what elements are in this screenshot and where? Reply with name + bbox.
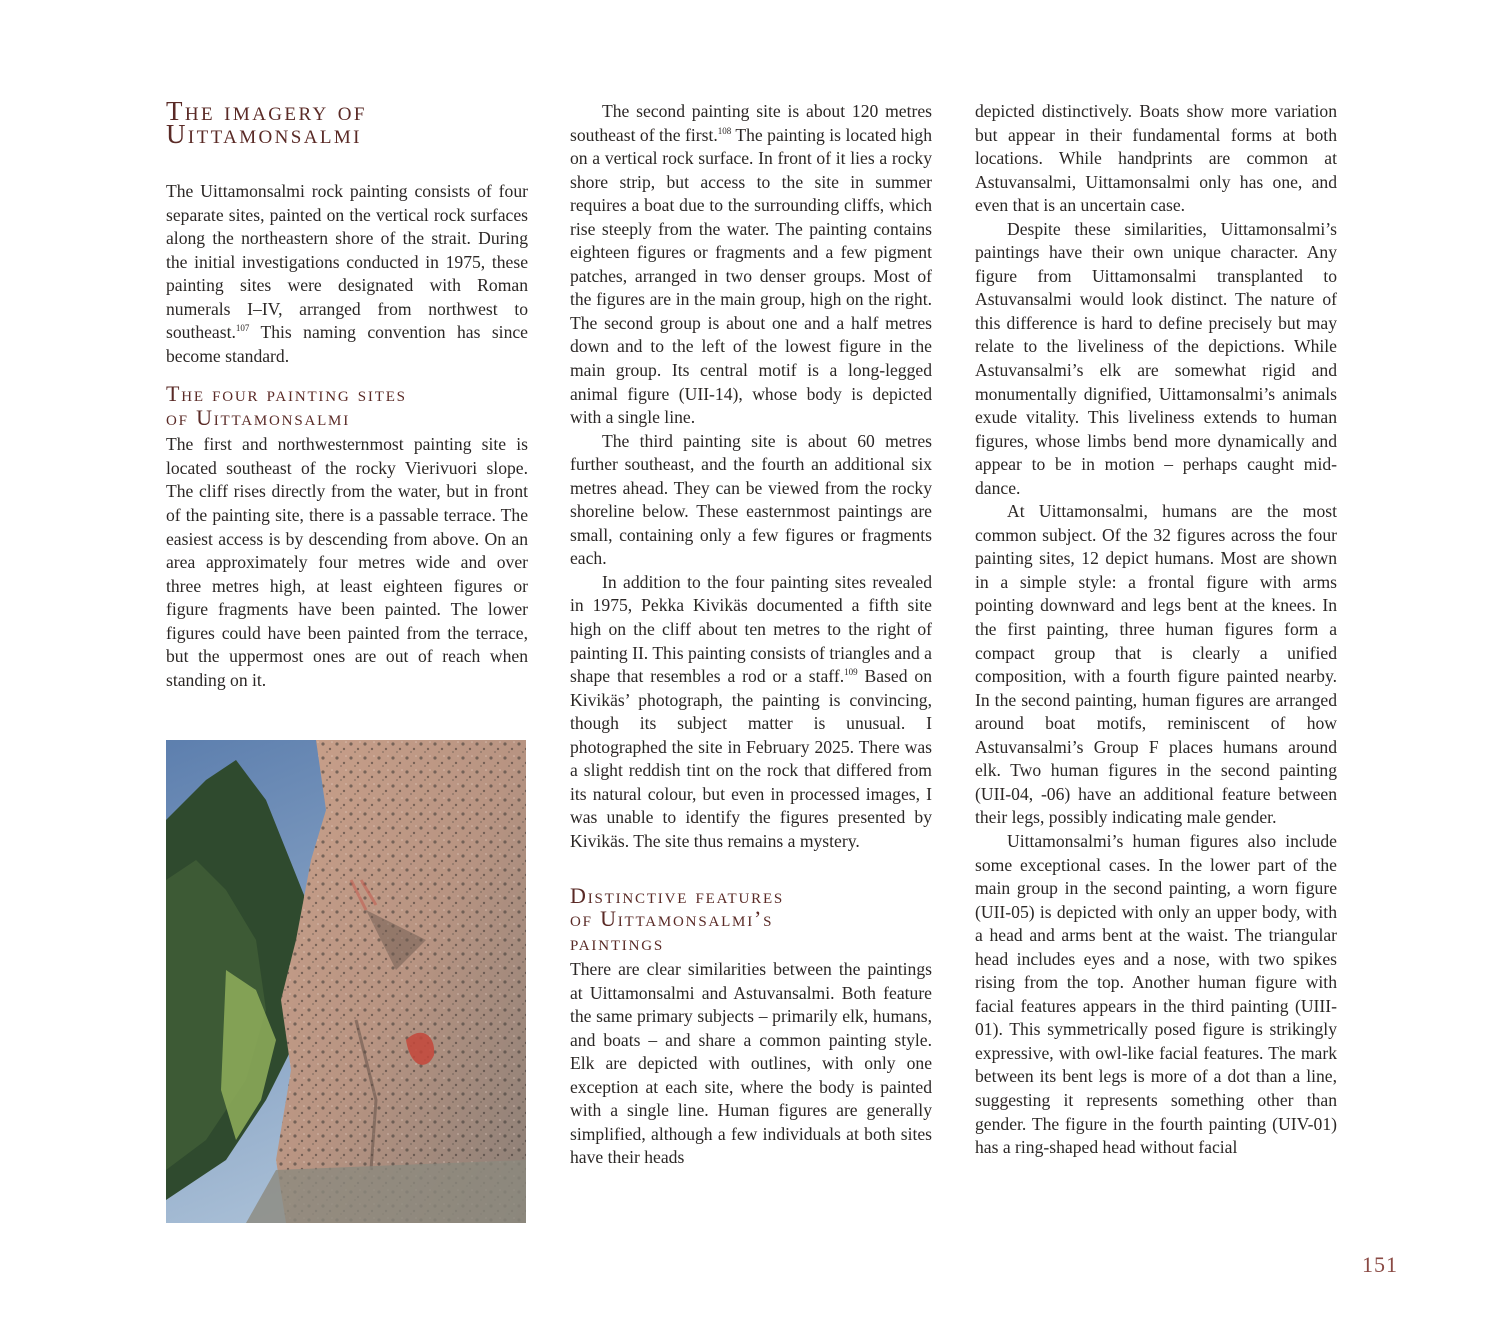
- column-right: [975, 100, 1337, 1160]
- site-2-text-a: The second painting site is about 120 metres southeast of the first.: [570, 101, 932, 145]
- site-5-paragraph: [570, 571, 932, 854]
- page-number: 151: [1362, 1252, 1398, 1277]
- section-heading-line-2: of Uittamonsalmi’s: [570, 906, 774, 931]
- footnote-ref-107: 107: [235, 323, 250, 334]
- intro-paragraph: [166, 180, 528, 368]
- cliff-photo-illustration: [166, 740, 526, 1223]
- humans-paragraph: At Uittamonsalmi, humans are the most common subject. Of the 32 figures across the four painting sites, 12 depict humans. Most are shown in a simple style: a frontal figure with arms pointing downward and legs bent at the knees. In the first painting, three human figures form a compact group that is clearly a unified composition, with a fourth figure painted nearby. In the second painting, human figures are arranged around boat motifs, reminiscent of how Astuvansalmi’s Group F places humans around elk. Two human figures in the second painting (UII-04, -06) have an additional feature between their legs, possibly indicating male gender.: [975, 501, 1337, 828]
- site-2-text-b: The painting is located high on a vertical rock surface. In front of it lies a rocky shore strip, but access to the site in summer requires a boat due to the surrounding cliffs, which rise steeply from the water. The painting contains eighteen figures or fragments and a few pigment patches, arranged in two denser groups. Most of the figures are in the main group, high on the right. The second group is about one and a half metres down and to the left of the lowest figure in the main group. Its central motif is a long-legged animal figure (UII-14), whose body is depicted with a single line.: [570, 124, 933, 428]
- site-5-text-b: Based on Kivikäs’ photograph, the painting is convincing, though its subject matter is unusual. I photographed the site in February 2025. There was a slight reddish tint on the rock that differed from its natural colour, but even in processed images, I was unable to identify the figures presented by Kivikäs. The site thus remains a mystery.: [570, 666, 933, 851]
- footnote-ref-109: 109: [844, 667, 858, 678]
- chapter-title-line-1: The imagery of: [166, 96, 367, 126]
- section-heading-four-sites: [166, 382, 528, 429]
- character-paragraph: Despite these similarities, Uittamonsalmi’s paintings have their own unique character. Any figure from Uittamonsalmi transplanted to Astuvansalmi would look distinct. The nature of this difference is hard to define precisely but may relate to the liveliness of the depictions. While Astuvansalmi’s elk are somewhat rigid and monumentally dignified, Uittamonsalmi’s animals exude vitality. This liveliness extends to human figures, whose limbs bend more dynamically and appear to be in motion – perhaps caught mid-dance.: [975, 218, 1337, 498]
- site-1-paragraph: The first and northwesternmost painting site is located southeast of the rocky Vierivuori slope. The cliff rises directly from the water, but in front of the painting site, there is a passable terrace. The easiest access is by descending from above. On an area approximately four metres wide and over three metres high, at least eighteen figures or figure fragments have been painted. The lower figures could have been painted from the terrace, but the uppermost ones are out of reach when standing on it.: [166, 434, 528, 690]
- intro-text-b: This naming convention has since become standard.: [166, 322, 528, 366]
- chapter-title-line-2: Uittamonsalmi: [166, 119, 362, 149]
- column-left: [166, 96, 528, 692]
- features-continued-paragraph: depicted distinctively. Boats show more variation but appear in their fundamental forms at both locations. While handprints are common at Astuvansalmi, Uittamonsalmi only has one, and even that is an uncertain case.: [975, 101, 1337, 216]
- intro-text-a: The Uittamonsalmi rock painting consists of four separate sites, painted on the vertical rock surfaces along the northeastern shore of the strait. During the initial investigations conducted in 1975, these painting sites were designated with Roman numerals I–IV, arranged from northwest to southeast.: [166, 181, 528, 343]
- section-heading-distinctive-features: [570, 884, 932, 955]
- site-5-text-a: In addition to the four painting sites revealed in 1975, Pekka Kivikäs documented a fifth site high on the cliff about ten metres to the right of painting II. This painting consists of triangles and a shape that resembles a rod or a staff.: [570, 571, 932, 687]
- section-heading-line-2: of Uittamonsalmi: [166, 404, 350, 430]
- section-heading-line-1: Distinctive features: [570, 882, 785, 908]
- exceptional-cases-paragraph: Uittamonsalmi’s human figures also include some exceptional cases. In the lower part of the main group in the second painting, a worn figure (UII-05) is depicted with only an upper body, with a head and arms bent at the waist. The triangular head includes eyes and a nose, with two spikes rising from the top. Another human figure with facial features appears in the third painting (UIII-01). This symmetrically posed figure is strikingly expressive, with owl-like facial features. The mark between its bent legs is more of a dot than a line, suggesting it represents something other than gender. The figure in the fourth painting (UIV-01) has a ring-shaped head without facial: [975, 830, 1337, 1158]
- chapter-title: [166, 96, 528, 149]
- section-heading-line-1: The four painting sites: [166, 381, 407, 407]
- section-heading-line-3: paintings: [570, 929, 664, 955]
- features-paragraph: There are clear similarities between the paintings at Uittamonsalmi and Astuvansalmi. Both feature the same primary subjects – primarily elk, humans, and boats – and share a common painting style. Elk are depicted with outlines, with only one exception at each site, where the body is painted with a single line. Human figures are generally simplified, although a few individuals at both sites have their heads: [570, 959, 932, 1168]
- site-3-4-paragraph: The third painting site is about 60 metres further southeast, and the fourth an additional six metres ahead. They can be viewed from the rocky shoreline below. These easternmost paintings are small, containing only a few figures or fragments each.: [570, 430, 932, 569]
- column-middle: [570, 100, 932, 1170]
- footnote-ref-108: 108: [717, 125, 732, 136]
- cliff-photograph: [166, 740, 526, 1223]
- site-2-paragraph: [570, 100, 932, 430]
